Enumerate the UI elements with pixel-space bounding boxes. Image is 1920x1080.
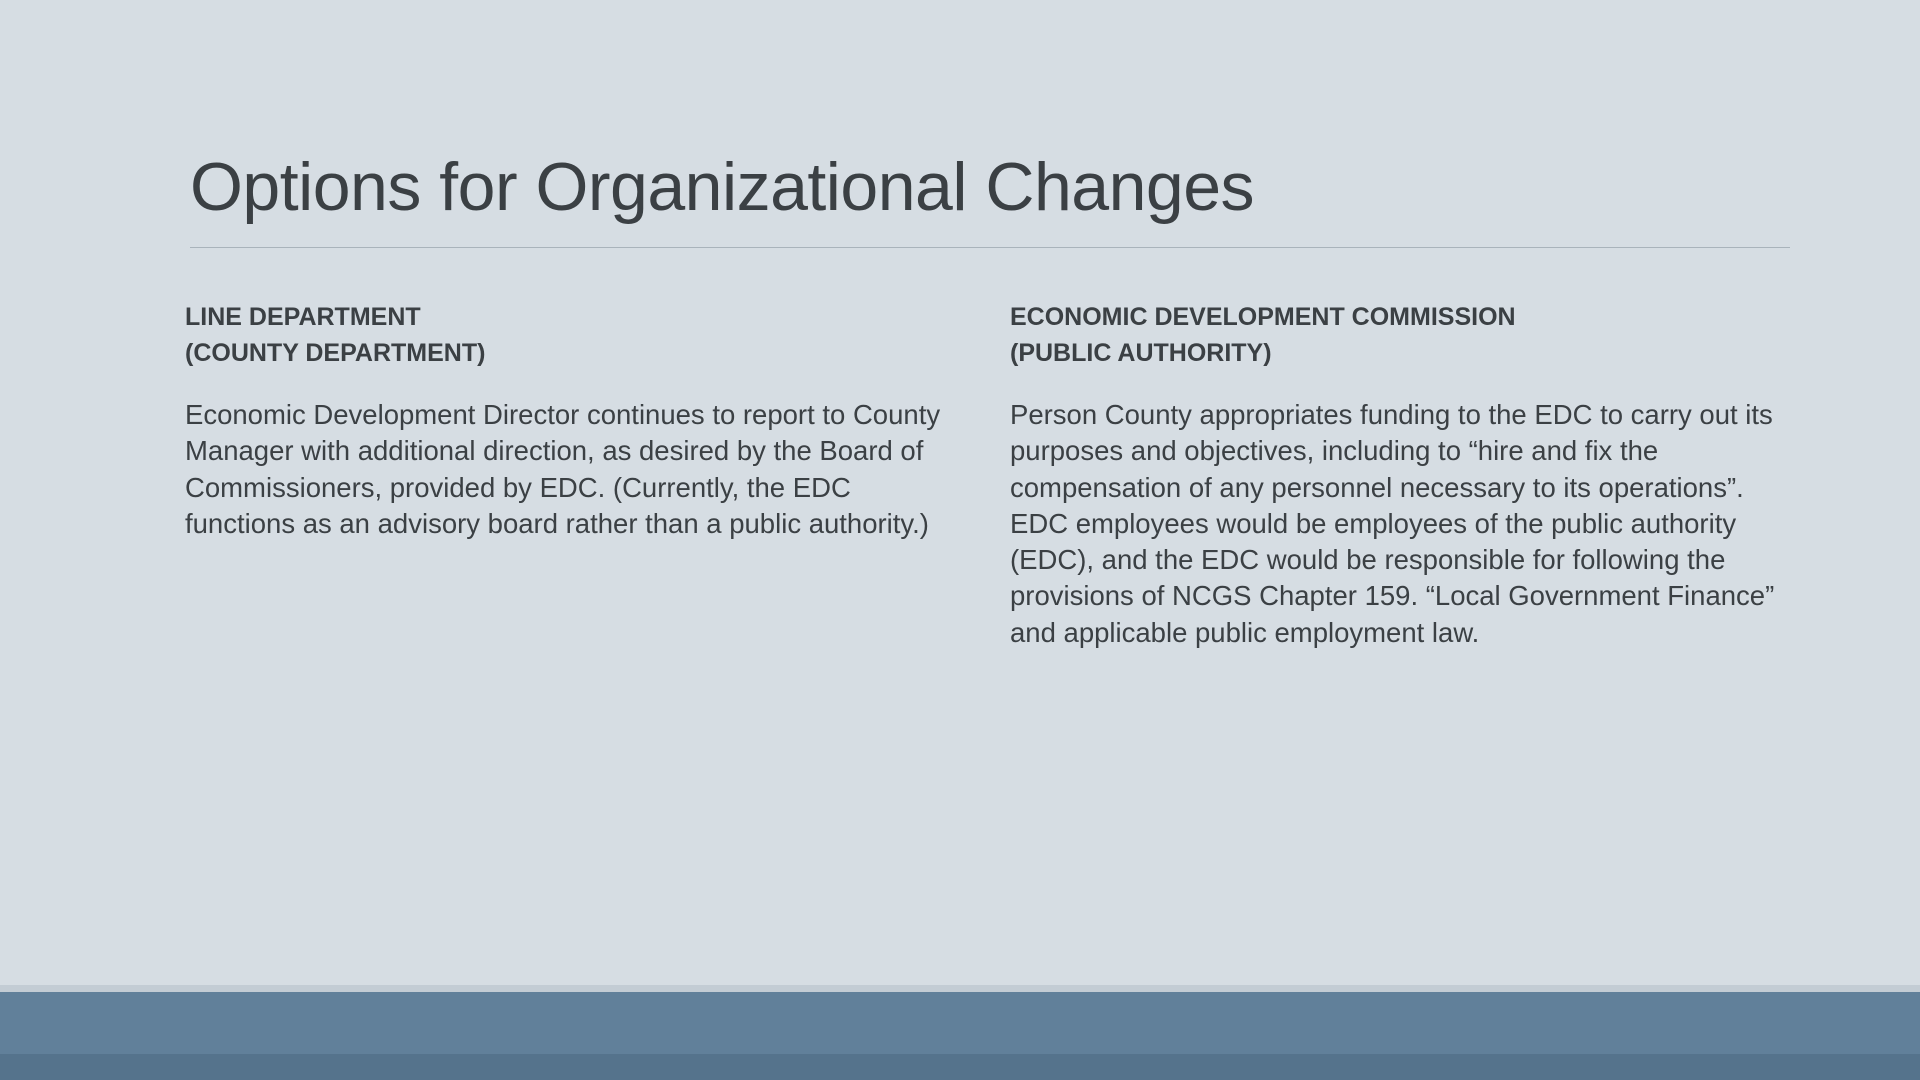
column-heading-line2: (PUBLIC AUTHORITY) (1010, 338, 1272, 367)
column-heading-line1: ECONOMIC DEVELOPMENT COMMISSION (1010, 303, 1516, 331)
column-heading (1010, 300, 1790, 371)
title-divider (190, 247, 1790, 248)
column-body: Economic Development Director continues to report to County Manager with additional direction, as desired by the Board of Commissioners, provided by EDC. (Currently, the EDC functions as an advisory board rather than a public authority.) (185, 399, 941, 539)
footer-accent-strip (0, 1054, 1920, 1080)
column-heading (185, 300, 965, 371)
page-title: Options for Organizational Changes (190, 149, 1255, 225)
content-columns (170, 300, 1790, 651)
column-heading-line2: (COUNTY DEPARTMENT) (185, 338, 486, 367)
title-block (190, 150, 1790, 248)
column-heading-line1: LINE DEPARTMENT (185, 303, 421, 331)
column-economic-development-commission (995, 300, 1790, 651)
column-line-department (170, 300, 965, 651)
column-body: Person County appropriates funding to the EDC to carry out its purposes and objectives, including to “hire and fix the compensation of any personnel necessary to its operations”. EDC employees would be employees of the public authority (EDC), and the EDC would be responsible for following the provisions of NCGS Chapter 159. “Local Government Finance” and applicable public employment law. (1010, 399, 1775, 648)
